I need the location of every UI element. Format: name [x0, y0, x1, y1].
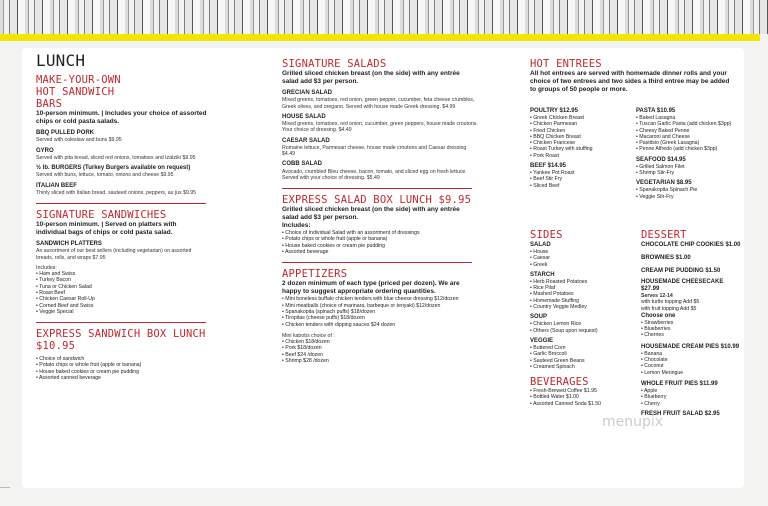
list-item: • Fried Chicken: [530, 127, 566, 134]
list-item: • Chicken Francese: [530, 140, 576, 147]
list-item: • Herb Roasted Potatoes: [530, 278, 588, 285]
watermark: menupix: [602, 414, 664, 430]
list-item: • Turkey Bacon: [36, 277, 71, 284]
divider: [282, 188, 472, 189]
list-item: • Buttered Corn: [530, 344, 566, 351]
list-item: • Blueberries: [641, 326, 671, 333]
list-item: • Lemon Meringue: [641, 369, 684, 376]
vegetarian-list: [636, 187, 736, 200]
entrees-left: [530, 104, 630, 189]
cheesecake-serves: Serves 12-14: [641, 293, 673, 299]
pasta-list: [636, 115, 736, 153]
hot-entrees-heading: HOT ENTREES: [530, 58, 602, 70]
list-item: • Mini boneless buffalo chicken tenders with blue cheese dressing $12/dozen: [282, 296, 459, 303]
list-item: • Strawberries: [641, 319, 674, 326]
signature-sandwiches-subtitle: 10-person minimum. | Served on platters with individual bags of chips or cold pasta salad.: [36, 221, 177, 236]
list-item: • Garlic Broccoli: [530, 351, 567, 358]
cream-pie-list: [641, 351, 741, 376]
beverage-list: [530, 388, 630, 407]
menu-item-title: HOUSE SALAD: [282, 113, 326, 120]
list-item: • Veggie Stir-Fry: [636, 193, 674, 200]
list-item: • Greek: [530, 261, 548, 268]
list-item: • Spanakopita (spinach puffs) $18/dozen: [282, 308, 376, 315]
starch-title: STARCH: [530, 271, 555, 278]
menu-item-title: BBQ PULLED PORK: [36, 130, 95, 136]
salads-subtitle: Grilled sliced chicken breast (on the side) with any entrée salad add $3 per person.: [282, 70, 460, 85]
list-item: • Banana: [641, 350, 663, 357]
list-item: • Yankee Pot Roast: [530, 170, 575, 177]
salad-list: [282, 90, 478, 181]
list-item: • Pork $18/dozen: [282, 345, 322, 352]
list-item: • Beef Stir Fry: [530, 176, 563, 183]
list-item: • Baked Lasagna: [636, 115, 676, 121]
list-item: • Spanakopita Spinach Pie: [636, 187, 698, 194]
list-item: • Others (Soup upon request): [530, 327, 598, 334]
cheesecake-choices-list: [641, 320, 741, 339]
menu-item-desc: Served with coleslaw and buns $9.95: [36, 137, 122, 144]
list-item: • Blueberry: [641, 394, 667, 401]
list-item: • Chocolate: [641, 357, 668, 364]
salad-box-list: [282, 230, 478, 255]
fruit-salad: FRESH FRUIT SALAD $2.95: [641, 410, 720, 417]
list-item: • Fresh-Brewed Coffee $1.95: [530, 388, 597, 395]
list-item: • Corned Beef and Swiss: [36, 302, 94, 309]
menu-item-desc: Mixed greens, tomatoes, red onion, green pepper, cucumber, feta cheese crumbles, Greek olives, and oregano. Served with house made Greek dressing. $4.99: [282, 97, 475, 110]
list-item: • Tuscan Garlic Pasta (add chicken $3pp): [636, 121, 732, 128]
list-item: • Assorted Canned Soda $1.50: [530, 400, 602, 407]
list-item: • Country Veggie Medley: [530, 304, 587, 311]
beef-list: [530, 170, 630, 189]
entrees-right: [636, 104, 736, 200]
lunch-title: LUNCH: [36, 51, 86, 70]
hot-sandwich-subtitle: 10-person minimum. | Includes your choice of assorted chips or cold pasta salads.: [36, 110, 207, 125]
menu-item-title: CAESAR SALAD: [282, 137, 330, 144]
dessert-item-cookies: CHOCOLATE CHIP COOKIES $1.00: [641, 242, 741, 248]
cheesecake-title: HOUSEMADE CHEESECAKE $27.99: [641, 279, 724, 292]
sandwich-includes-list: [36, 271, 208, 315]
signature-salads-heading: SIGNATURE SALADS: [282, 58, 387, 70]
lunch-column: [36, 52, 208, 381]
list-item: • Chicken Parmesan: [530, 121, 578, 128]
list-item: • Cheesy Baked Penne: [636, 127, 690, 134]
sides-heading: SIDES: [530, 229, 563, 241]
list-item: • Pork Roast: [530, 152, 559, 159]
dessert-heading: DESSERT: [641, 229, 687, 241]
veggie-title: VEGGIE: [530, 337, 554, 344]
hot-sandwich-heading: MAKE-YOUR-OWN HOT SANDWICH BARS: [36, 74, 121, 110]
kabobs-label: Mini kabobs choice of :: [282, 332, 335, 339]
sandwich-platters-desc: An assortment of our best sellers (including vegetarian) on assorted breads, rolls, and wraps $7.95: [36, 248, 192, 261]
fruit-pie-list: [641, 388, 741, 407]
divider: [36, 203, 206, 204]
list-item: • Chicken $18/dozen: [282, 339, 330, 346]
list-item: • Potato chips or whole fruit (apple or banana): [282, 236, 388, 243]
express-sandwich-heading: EXPRESS SANDWICH BOX LUNCH $10.95: [36, 328, 206, 353]
list-item: • Assorted canned beverage: [36, 375, 101, 382]
list-item: • Rice Pilaf: [530, 285, 556, 292]
list-item: • Cherries: [641, 332, 664, 339]
express-salad-subtitle: Grilled sliced chicken breast (on the side) with any entrée salad add $3 per person.: [282, 206, 460, 222]
poultry-title: POULTRY $12.95: [530, 108, 578, 114]
list-item: • Tiropitas (cheese puffs) $18/dozen: [282, 315, 365, 322]
page-fold: [0, 487, 10, 506]
list-item: • Apple: [641, 387, 658, 394]
list-item: • Chicken tenders with dipping sauces $24 dozen: [282, 321, 396, 328]
list-item: • Ham and Swiss: [36, 271, 76, 278]
signature-sandwiches-heading: SIGNATURE SANDWICHES: [36, 209, 167, 221]
list-item: • Shrimp $28 /dozen: [282, 358, 329, 365]
seafood-list: [636, 164, 736, 177]
pasta-title: PASTA $10.95: [636, 108, 676, 114]
vegetarian-title: VEGETARIAN $8.95: [636, 180, 692, 187]
cheesecake-toppings-list: [641, 299, 741, 312]
list-item: • Sauteed Green Beans: [530, 357, 585, 364]
list-item: • Shrimp Stir-Fry: [636, 170, 675, 177]
list-item: • Choice of Individual Salad with an assortment of dressings: [282, 230, 420, 237]
seafood-title: SEAFOOD $14.95: [636, 156, 686, 163]
soup-title: SOUP: [530, 314, 548, 321]
sandwich-platters-title: SANDWICH PLATTERS: [36, 241, 102, 247]
menu-item-desc: Served with buns, lettuce, tomato, onions and cheese $9.95: [36, 172, 174, 179]
express-salad-includes-label: Includes:: [282, 222, 311, 230]
beverages-heading: BEVERAGES: [530, 376, 589, 389]
list-item: • Sliced Beef: [530, 182, 560, 189]
list-item: • Mashed Potatoes: [530, 291, 574, 298]
list-item: • Macaroni and Cheese: [636, 133, 691, 140]
kabob-list: [282, 339, 478, 364]
list-item: • Chicken Lemon Rice: [530, 321, 582, 328]
menu-item-desc: Avocado, crumbled Bleu cheese, bacon, tomato, and sliced egg on fresh lettuce. Served with your choice of dressing. $5.49: [282, 168, 467, 181]
menu-item-title: COBB SALAD: [282, 161, 322, 168]
list-item: • House: [530, 249, 549, 255]
menu-item-title: GYRO: [36, 147, 54, 154]
beef-title: BEEF $14.95: [530, 163, 567, 170]
express-salad-heading: EXPRESS SALAD BOX LUNCH $9.95: [282, 194, 472, 207]
list-item: • Potato chips or whole fruit (apple or banana): [36, 362, 142, 369]
list-item: • Penne Alfredo (add chicken $3pp): [636, 146, 718, 153]
list-item: • Pastitsio (Greek Lasagna): [636, 140, 700, 147]
list-item: • Coconut: [641, 363, 664, 370]
side-salad-list: [530, 249, 630, 268]
menu-item-desc: Served with pita bread, sliced red onions, tomatoes and tzatziki $9.95: [36, 154, 196, 161]
veggie-list: [530, 345, 630, 370]
list-item: • Choice of sandwich: [36, 356, 85, 363]
menu-item-desc: Romaine lettuce, Parmesan cheese, house made croutons and Caesar dressing $4.49: [282, 144, 467, 158]
menu-item-title: GRECIAN SALAD: [282, 90, 333, 96]
list-item: • House baked cookies or cream pie pudding: [36, 368, 140, 375]
wood-texture-header: [0, 0, 768, 34]
entrees-column: [530, 52, 730, 94]
sides-salad-title: SALAD: [530, 242, 551, 248]
menu-item-desc: Thinly sliced with Italian bread, sauteed onions, peppers, au jus $9.95: [36, 189, 197, 196]
includes-label: Includes:: [36, 264, 57, 271]
menu-item-title: ½ lb. BURGERS (Turkey Burgers available on request): [36, 165, 191, 171]
menu-item-title: ITALIAN BEEF: [36, 182, 77, 189]
list-item: • Mini meatballs (choice of marinara, barbeque or teriyaki) $12/dozen: [282, 302, 441, 309]
divider: [282, 262, 472, 263]
list-item: • Homemade Stuffing: [530, 297, 580, 304]
fruit-pies-title: WHOLE FRUIT PIES $11.99: [641, 380, 718, 387]
hot-sandwich-list: [36, 130, 208, 196]
list-item: • BBQ Chicken Breast: [530, 133, 581, 140]
list-item: • Chicken Caesar Roll-Up: [36, 296, 95, 303]
poultry-list: [530, 115, 630, 159]
list-item: • House baked cookies or cream pie pudding: [282, 242, 386, 249]
soup-list: [530, 321, 630, 334]
list-item: • Bottled Water $1.00: [530, 394, 579, 401]
salads-column: [282, 52, 478, 364]
list-item: with fruit topping Add $5: [641, 305, 697, 312]
starch-list: [530, 279, 630, 310]
yellow-stripe: [0, 34, 760, 41]
list-item: • Roast Turkey with stuffing: [530, 146, 593, 153]
list-item: • Creamed Spinach: [530, 363, 575, 370]
menu-item-desc: Mixed greens, tomatoes, red onion, cucumber, green peppers, house made croutons. Your choice of dressing. $4.49: [282, 121, 478, 134]
cream-pies-title: HOUSEMADE CREAM PIES $10.99: [641, 343, 740, 350]
dessert-item-brownies: BROWNIES $1.00: [641, 255, 691, 261]
dessert-column: [641, 229, 741, 418]
choose-one: Choose one: [641, 312, 676, 319]
list-item: • Grilled Salmon Filet: [636, 163, 685, 170]
list-item: • Caesar: [530, 255, 550, 262]
list-item: with turtle topping Add $5: [641, 299, 700, 306]
dessert-item-pudding: CREAM PIE PUDDING $1.50: [641, 268, 721, 274]
list-item: • Roast Beef: [36, 289, 65, 296]
sides-column: [530, 229, 630, 407]
list-item: • Veggie Special: [36, 308, 74, 315]
list-item: • Beef $24 /dozen: [282, 351, 324, 358]
divider: [36, 322, 206, 323]
list-item: • Cherry: [641, 400, 660, 407]
box-lunch-list: [36, 356, 208, 381]
list-item: • Assorted beverage: [282, 249, 329, 256]
appetizers-heading: APPETIZERS: [282, 268, 348, 281]
hot-entrees-subtitle: All hot entrees are served with homemade dinner rolls and your choice of two entrees and two sides a third entree may be added to groups of 50 people or more.: [530, 70, 730, 93]
appetizers-subtitle: 2 dozen minimum of each type (priced per dozen). We are happy to suggest appropriate ordering quantities.: [282, 280, 460, 296]
list-item: • Greek Chicken Breast: [530, 115, 585, 121]
list-item: • Tuna or Chicken Salad: [36, 283, 92, 290]
appetizer-list: [282, 296, 478, 327]
